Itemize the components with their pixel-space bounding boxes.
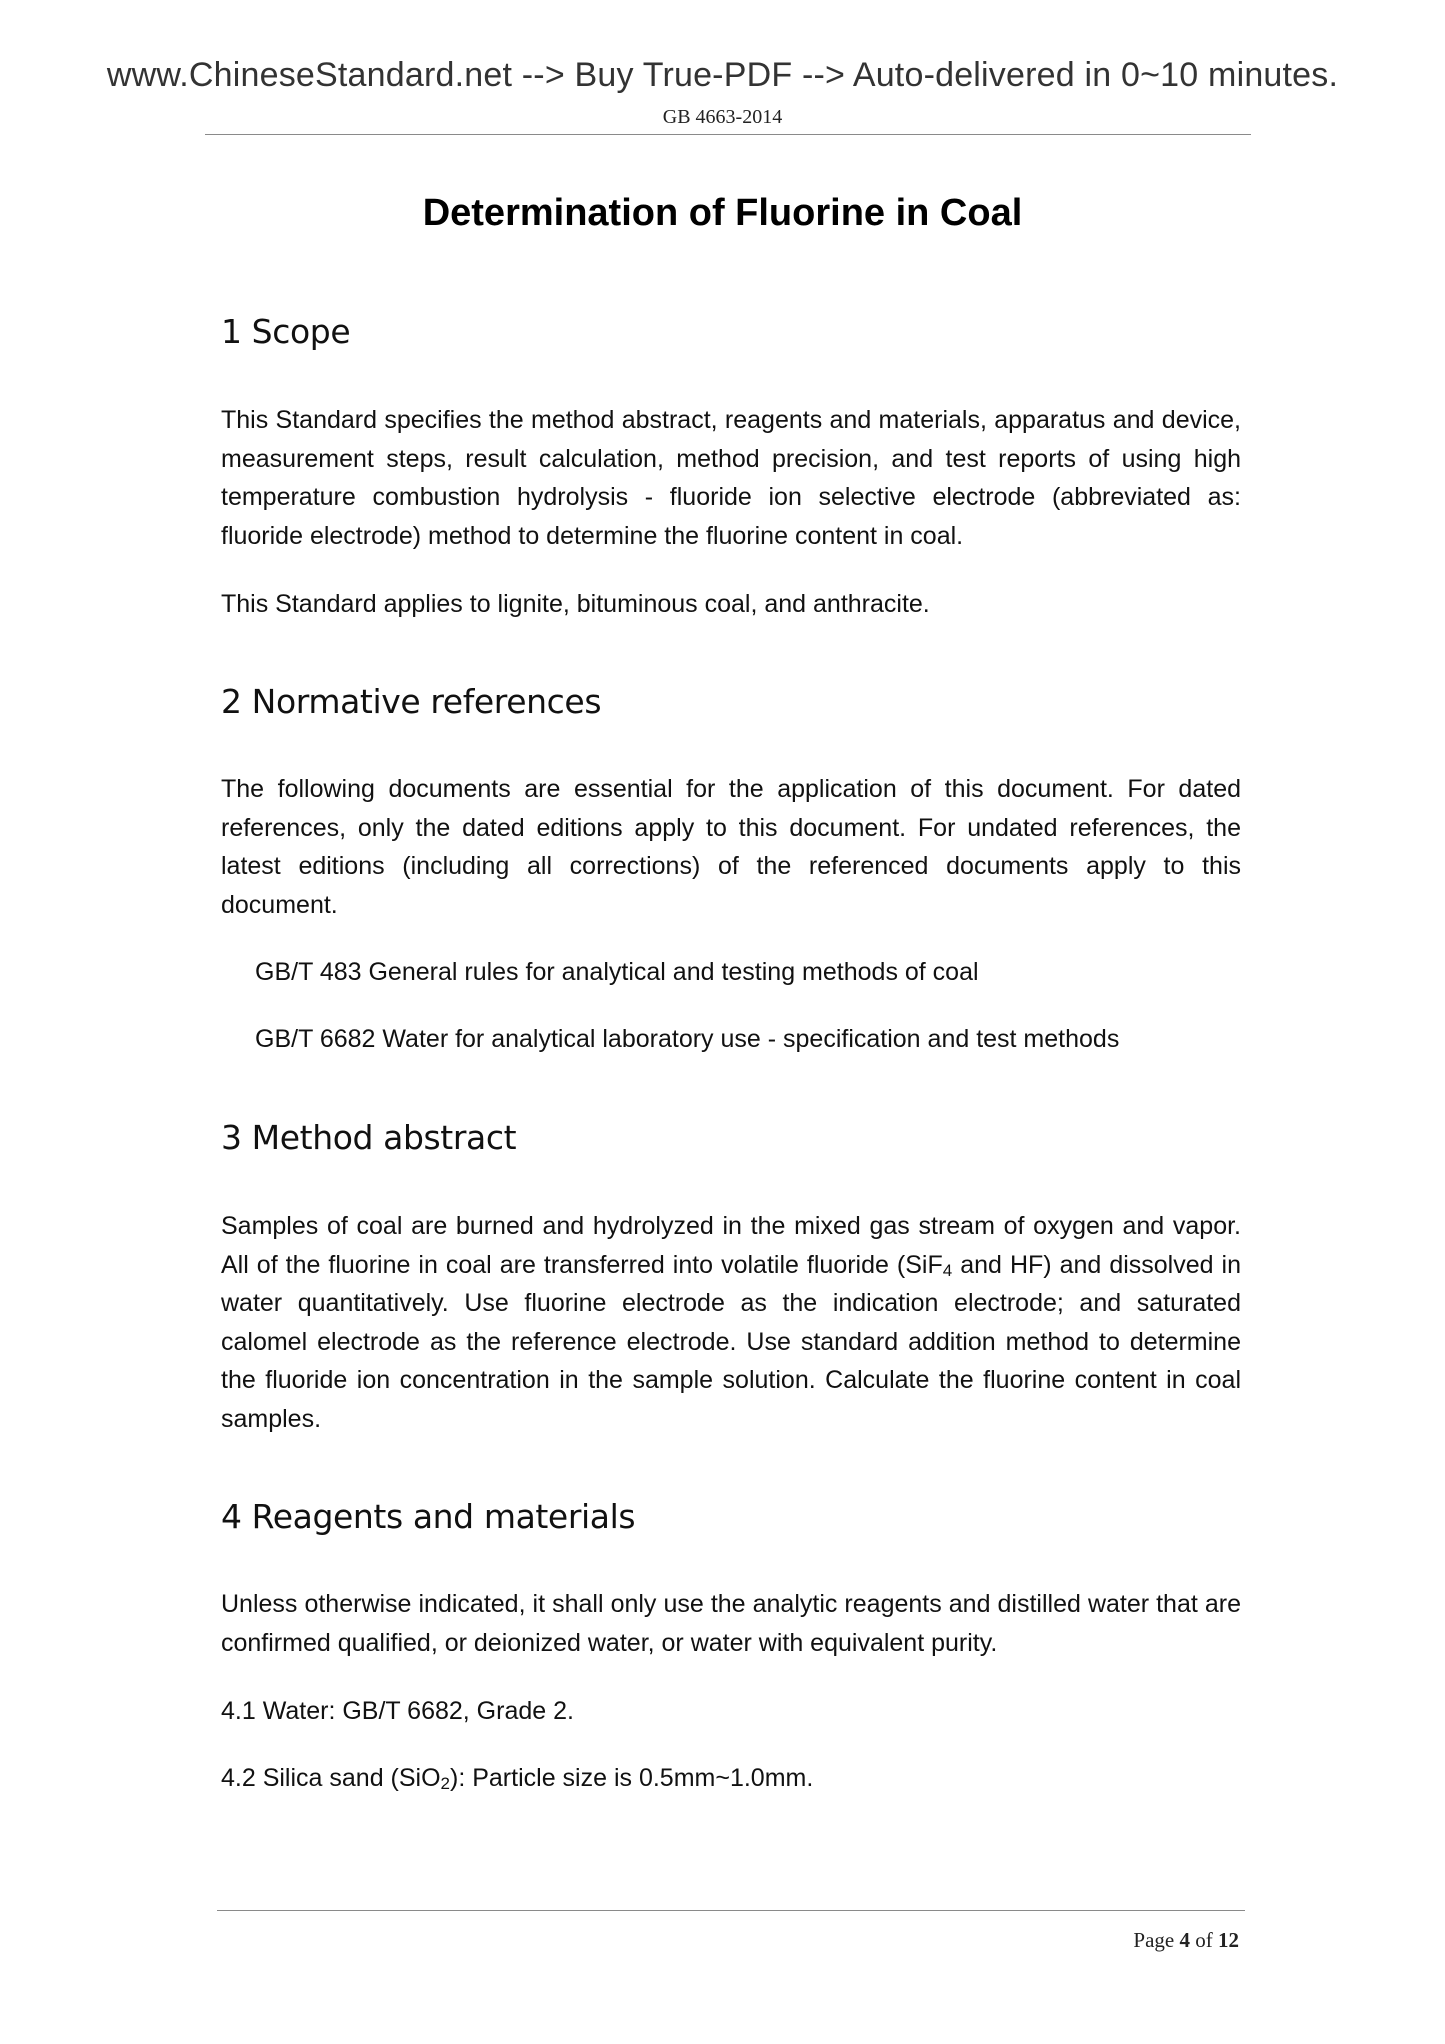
subscript-4: 4 <box>942 1260 953 1280</box>
reference-item: GB/T 6682 Water for analytical laboratory use - specification and test methods <box>255 1025 1120 1053</box>
normative-paragraph-1: The following documents are essential for the application of this document. For dated references, only the dated editions apply to this document. For undated references, the latest editions (including all corrections) of the referenced documents apply to this document. <box>221 775 1241 919</box>
page-word: Page <box>1133 1928 1175 1952</box>
scope-paragraph-1: This Standard specifies the method abstract, reagents and materials, apparatus and device, measurement steps, result calculation, method precision, and test reports of using high temperature combustion hydrolysis - fluoride ion selective electrode (abbreviated as: fluoride electrode) method to determine the fluorine content in coal. <box>221 406 1241 550</box>
section-heading-method-abstract: 3 Method abstract <box>221 1118 517 1157</box>
method-text-part-2: and HF) and dissolved in water quantitatively. Use fluorine electrode as the indication electrode; and saturated calomel electrode as the reference electrode. Use standard addition method to determine the fluoride ion concentration in the sample solution. Calculate the fluorine content in coal samples. <box>221 1250 1242 1433</box>
total-pages: 12 <box>1218 1928 1239 1952</box>
top-banner: www.ChineseStandard.net --> Buy True-PDF --> Auto-delivered in 0~10 minutes. <box>106 56 1339 94</box>
header-divider <box>205 134 1251 135</box>
subscript-2: 2 <box>440 1774 451 1793</box>
of-word: of <box>1195 1928 1213 1952</box>
document-title: Determination of Fluorine in Coal <box>422 192 1023 234</box>
method-text-part-1: Samples of coal are burned and hydrolyzed in the mixed gas stream of oxygen and vapor. All of the fluorine in coal are transferred into volatile fluoride (SiF <box>221 1212 1241 1279</box>
reagent-item-silica-sand <box>221 1759 813 1797</box>
reference-item: GB/T 483 General rules for analytical and testing methods of coal <box>255 958 979 986</box>
section-heading-reagents-materials: 4 Reagents and materials <box>221 1497 636 1536</box>
silica-text-part-2: ): Particle size is 0.5mm~1.0mm. <box>450 1764 814 1792</box>
footer-divider <box>217 1910 1245 1911</box>
standard-code-header: GB 4663-2014 <box>662 106 783 128</box>
silica-text-part-1: 4.2 Silica sand (SiO <box>221 1764 441 1792</box>
reagents-paragraph-1: Unless otherwise indicated, it shall only use the analytic reagents and distilled water that are confirmed qualified, or deionized water, or water with equivalent purity. <box>221 1590 1241 1657</box>
page-number <box>1133 1928 1239 1953</box>
current-page: 4 <box>1179 1928 1190 1952</box>
method-paragraph-1 <box>221 1207 1241 1438</box>
scope-paragraph-2: This Standard applies to lignite, bituminous coal, and anthracite. <box>221 590 930 618</box>
section-heading-normative-references: 2 Normative references <box>221 682 602 721</box>
reagent-item-water: 4.1 Water: GB/T 6682, Grade 2. <box>221 1697 574 1725</box>
section-heading-scope: 1 Scope <box>221 312 351 351</box>
